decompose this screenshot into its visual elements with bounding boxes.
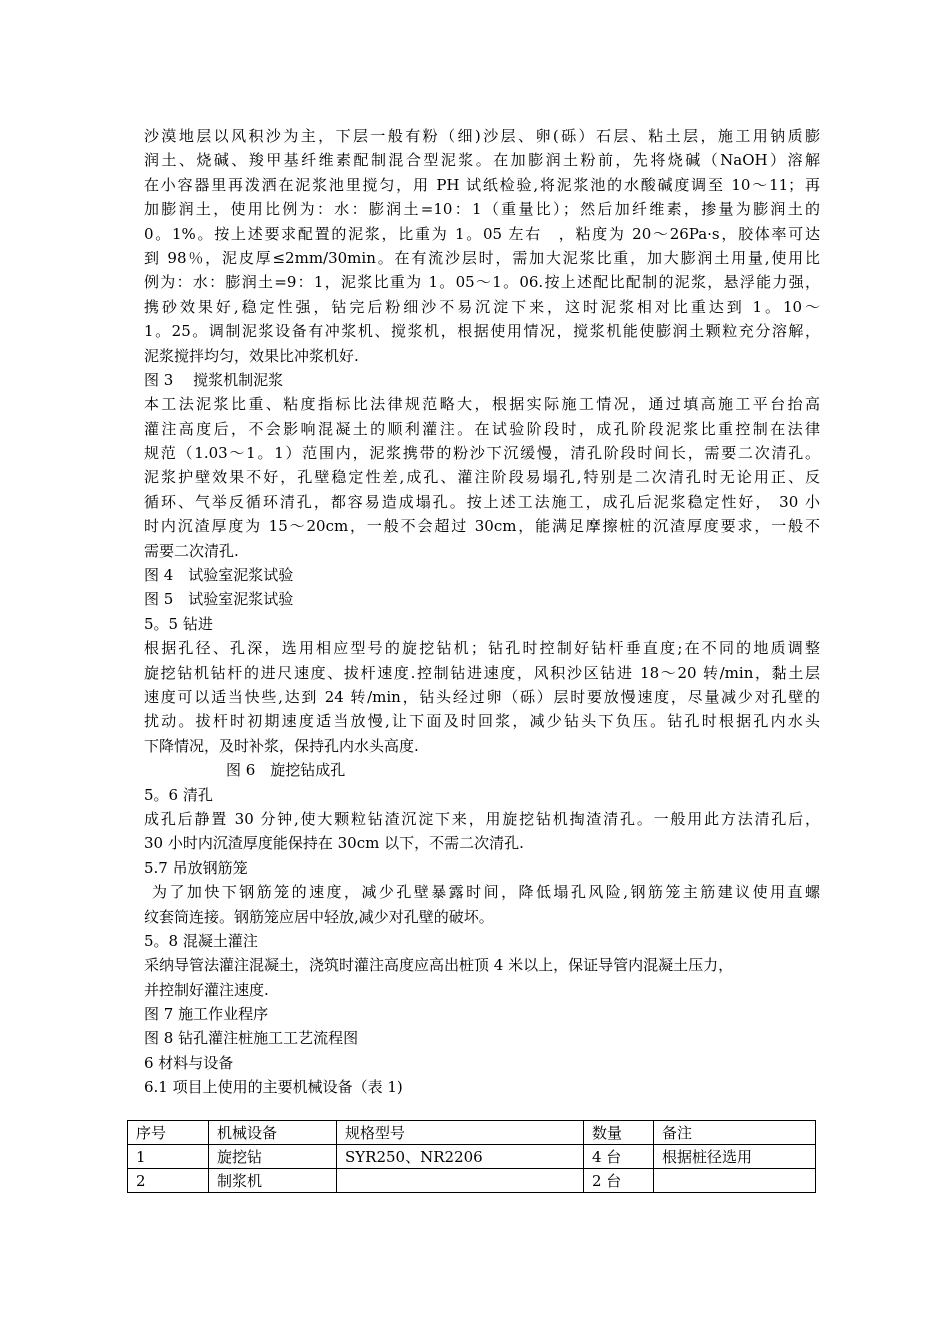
figure-caption-3: 图 3 搅浆机制泥浆 <box>144 370 284 389</box>
table-cell: 4 台 <box>584 1145 654 1169</box>
text-line: 30 小时内沉渣厚度能保持在 30cm 以下，不需二次清孔. <box>144 834 524 853</box>
text-line: 纹套筒连接。钢筋笼应居中轻放,减少对孔壁的破坏。 <box>144 907 494 926</box>
table-row <box>128 1145 816 1169</box>
table-cell: 旋挖钻 <box>209 1145 337 1169</box>
table-header-cell: 数量 <box>584 1121 654 1145</box>
section-heading-5-6: 5。6 清孔 <box>144 785 213 804</box>
text-line: 1。25。调制泥浆设备有冲浆机、搅浆机，根据使用情况，搅浆机能使膨润土颗粒充分溶解， <box>144 322 820 341</box>
figure-caption-7: 图 7 施工作业程序 <box>144 1005 269 1024</box>
table-cell: 制浆机 <box>209 1169 337 1193</box>
text-line: 本工法泥浆比重、粘度指标比法律规范略大，根据实际施工情况，通过填高施工平台抬高 <box>144 395 820 414</box>
table-header-cell: 备注 <box>654 1121 816 1145</box>
paragraph-mud-indicators <box>144 392 820 563</box>
section-heading-5-7: 5.7 吊放钢筋笼 <box>144 858 248 877</box>
table-header-cell: 序号 <box>128 1121 209 1145</box>
section-heading-6-1: 6.1 项目上使用的主要机械设备（表 1) <box>144 1078 403 1097</box>
paragraph-hole-cleaning <box>144 807 820 856</box>
text-line: 根据孔径、孔深，选用相应型号的旋挖钻机；钻孔时控制好钻杆垂直度;在不同的地质调整 <box>144 639 820 658</box>
table-cell: 根据桩径选用 <box>654 1145 816 1169</box>
table-cell: SYR250、NR2206 <box>337 1145 584 1169</box>
text-line: 需要二次清孔. <box>144 541 239 560</box>
section-heading-5-5: 5。5 钻进 <box>144 614 213 633</box>
equipment-table <box>127 1120 816 1193</box>
table-header-cell: 机械设备 <box>209 1121 337 1145</box>
section-heading-6: 6 材料与设备 <box>144 1053 234 1072</box>
text-line: 时内沉渣厚度为 15～20cm，一般不会超过 30cm，能满足摩擦桩的沉渣厚度要求，一般不 <box>144 517 820 536</box>
paragraph-mud-preparation <box>144 124 820 368</box>
text-line: 泥浆护壁效果不好，孔壁稳定性差,成孔、灌注阶段易塌孔,特别是二次清孔时无论用正、反 <box>144 468 820 487</box>
text-line: 为了加快下钢筋笼的速度，减少孔壁暴露时间，降低塌孔风险,钢筋笼主筋建议使用直螺 <box>152 883 820 902</box>
text-line: 0。1%。按上述要求配置的泥浆，比重为 1。05 左右 ，粘度为 20～26Pa·s，胶体率可达 <box>144 224 820 243</box>
text-line: 沙漠地层以风积沙为主，下层一般有粉（细)沙层、卵(砾）石层、粘土层，施工用钠质膨 <box>144 127 820 145</box>
document-page <box>136 124 820 1190</box>
text-line: 速度可以适当快些,达到 24 转/min，钻头经过卵（砾）层时要放慢速度，尽量减少对孔壁的 <box>144 687 820 706</box>
text-line: 到 98％，泥皮厚≤2mm/30min。在有流沙层时，需加大泥浆比重，加大膨润土用量,使用比 <box>144 248 820 267</box>
text-line: 灌注高度后，不会影响混凝土的顺利灌注。在试验阶段时，成孔阶段泥浆比重控制在法律 <box>144 419 820 438</box>
table-header-row <box>128 1121 816 1145</box>
table-header-cell: 规格型号 <box>337 1121 584 1145</box>
paragraph-drilling <box>144 636 820 758</box>
paragraph-concrete-pouring <box>144 953 820 1002</box>
text-line: 成孔后静置 30 分钟,使大颗粒钻渣沉淀下来，用旋挖钻机掏渣清孔。一般用此方法清孔后， <box>144 809 820 828</box>
section-heading-5-8: 5。8 混凝土灌注 <box>144 931 258 950</box>
text-line: 加膨润土，使用比例为：水：膨润土=10：1（重量比）；然后加纤维素，掺量为膨润土的 <box>144 200 820 219</box>
text-line: 在小容器里再泼洒在泥浆池里搅匀，用 PH 试纸检验,将泥浆池的水酸碱度调至 10～11；再 <box>144 175 820 194</box>
figure-caption-6: 图 6 旋挖钻成孔 <box>226 761 346 780</box>
text-line: 携砂效果好,稳定性强，钻完后粉细沙不易沉淀下来，这时泥浆相对比重达到 1。10～ <box>144 297 820 316</box>
figure-caption-4: 图 4 试验室泥浆试验 <box>144 566 294 585</box>
text-line: 采纳导管法灌注混凝土，浇筑时灌注高度应高出桩顶 4 米以上，保证导管内混凝土压力， <box>144 956 734 975</box>
table-cell: 1 <box>128 1145 209 1169</box>
text-line: 并控制好灌注速度. <box>144 980 269 999</box>
figure-caption-5: 图 5 试验室泥浆试验 <box>144 590 294 609</box>
text-line: 润土、烧碱、羧甲基纤维素配制混合型泥浆。在加膨润土粉前，先将烧碱（NaOH）溶解 <box>144 151 820 170</box>
paragraph-rebar-cage <box>144 880 820 929</box>
table-row <box>128 1169 816 1193</box>
table-cell: 2 <box>128 1169 209 1193</box>
text-line: 规范（1.03～1。1）范围内，泥浆携带的粉沙下沉缓慢，清孔阶段时间长，需要二次清孔。 <box>144 444 820 463</box>
text-line: 旋挖钻机钻杆的进尺速度、拔杆速度.控制钻进速度，风积沙区钻进 18～20 转/min，黏土层 <box>144 663 820 682</box>
text-line: 下降情况，及时补浆，保持孔内水头高度. <box>144 736 419 755</box>
table-cell <box>337 1169 584 1193</box>
figure-caption-8: 图 8 钻孔灌注桩施工工艺流程图 <box>144 1029 359 1048</box>
table-cell: 2 台 <box>584 1169 654 1193</box>
text-line: 例为：水：膨润土=9：1，泥浆比重为 1。05～1。06.按上述配比配制的泥浆，悬浮能力强， <box>144 273 820 292</box>
table-cell <box>654 1169 816 1193</box>
text-line: 扰动。拔杆时初期速度适当放慢,让下面及时回浆，减少钻头下负压。钻孔时根据孔内水头 <box>144 712 820 731</box>
text-line: 泥浆搅拌均匀，效果比冲浆机好. <box>144 346 359 365</box>
text-line: 循环、气举反循环清孔，都容易造成塌孔。按上述工法施工，成孔后泥浆稳定性好， 30 小 <box>144 492 820 511</box>
